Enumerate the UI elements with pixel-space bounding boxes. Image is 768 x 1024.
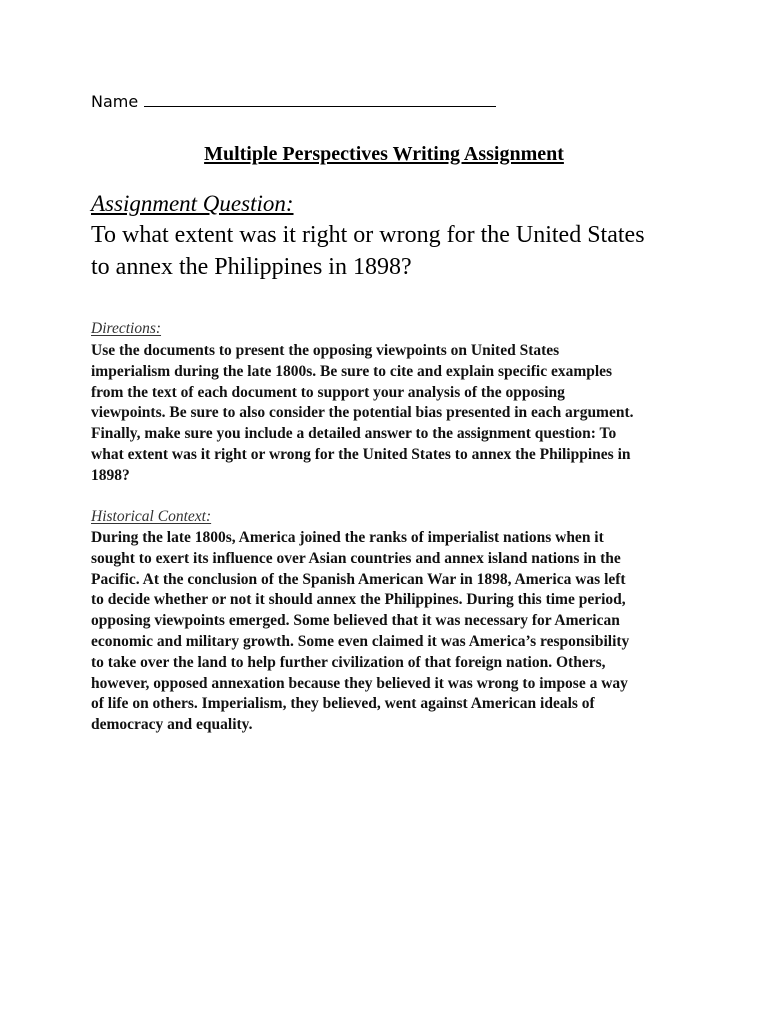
context-line: democracy and equality.: [91, 716, 253, 734]
directions-line: what extent was it right or wrong for the United States to annex the Philippines in: [91, 445, 631, 463]
context-line: opposing viewpoints emerged. Some believed that it was necessary for American: [91, 612, 620, 630]
context-line: however, opposed annexation because they believed it was wrong to impose a way: [91, 674, 628, 692]
directions-line: 1898?: [91, 466, 130, 484]
context-line: of life on others. Imperialism, they believed, went against American ideals of: [91, 695, 595, 713]
question-line: to annex the Philippines in 1898?: [91, 254, 412, 280]
historical-context-text: [91, 528, 691, 736]
context-line: During the late 1800s, America joined the ranks of imperialist nations when it: [91, 529, 604, 546]
name-blank-line[interactable]: [144, 92, 496, 107]
name-label: Name: [91, 92, 139, 111]
context-line: to decide whether or not it should annex the Philippines. During this time period,: [91, 591, 626, 609]
directions-line: viewpoints. Be sure to also consider the potential bias presented in each argument.: [91, 404, 634, 422]
context-line: sought to exert its influence over Asian countries and annex island nations in the: [91, 549, 621, 567]
directions-label: Directions:: [91, 320, 162, 337]
directions-text: [91, 341, 691, 487]
context-line: to take over the land to help further civilization of that foreign nation. Others,: [91, 653, 606, 671]
context-line: economic and military growth. Some even claimed it was America’s responsibility: [91, 632, 630, 650]
historical-context-label: Historical Context:: [91, 508, 212, 525]
name-field-row: [91, 92, 496, 111]
page-title: Multiple Perspectives Writing Assignment: [204, 143, 564, 165]
directions-line: imperialism during the late 1800s. Be sure to cite and explain specific examples: [91, 362, 613, 380]
directions-line: Use the documents to present the opposing viewpoints on United States: [91, 342, 560, 359]
directions-line: Finally, make sure you include a detailed answer to the assignment question: To: [91, 425, 617, 443]
assignment-question-text: [91, 219, 711, 283]
assignment-question-label: Assignment Question:: [91, 191, 294, 216]
question-line: To what extent was it right or wrong for the United States: [91, 222, 645, 248]
context-line: Pacific. At the conclusion of the Spanish American War in 1898, America was left: [91, 570, 626, 588]
directions-line: from the text of each document to support your analysis of the opposing: [91, 383, 565, 401]
